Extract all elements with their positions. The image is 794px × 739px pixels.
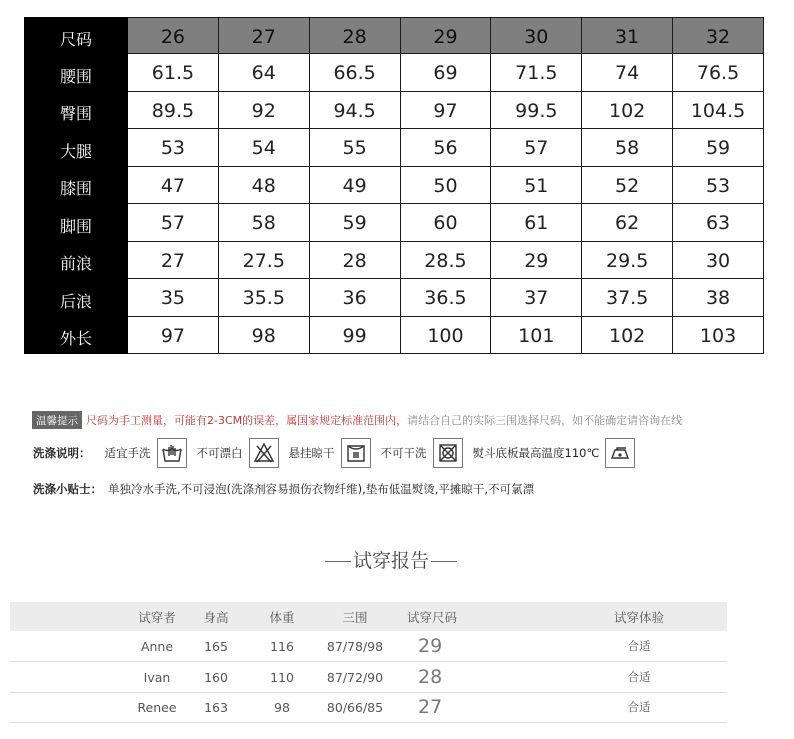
no-bleach-icon [249,438,279,468]
measure-cell: 35.5 [218,279,309,317]
row-label: 后浪 [25,279,128,317]
size-cell: 27 [218,18,309,54]
size-cell: 32 [673,18,764,54]
measure-cell: 99.5 [491,91,582,129]
measure-cell: 27.5 [218,241,309,279]
title-dash-left [325,561,351,562]
measure-cell: 30 [673,241,764,279]
wash-item-hand-wash [105,438,187,468]
tester-measurements: 87/72/90 [326,669,384,685]
size-chart-table [24,17,764,354]
measure-cell: 94.5 [309,91,400,129]
tip-badge: 温馨提示 [32,411,82,429]
table-row [10,692,727,723]
size-cell: 30 [491,18,582,54]
col-header: 试穿尺码 [406,609,457,625]
measure-cell: 54 [218,129,309,167]
measure-cell: 61 [491,204,582,242]
tip-line [32,411,732,429]
measure-cell: 104.5 [673,91,764,129]
size-cell: 26 [128,18,219,54]
measure-cell: 97 [128,316,219,354]
wash-item-label: 适宜手洗 [104,446,151,460]
measure-cell: 38 [673,279,764,317]
measure-cell: 58 [582,129,673,167]
measure-cell: 48 [218,166,309,204]
measure-row-thigh [25,129,764,167]
report-title-text: 试穿报告 [352,550,429,572]
measure-cell: 35 [128,279,219,317]
measure-cell: 89.5 [128,91,219,129]
report-title [0,546,782,573]
wash-item-label: 不可干洗 [380,446,427,460]
row-label: 外长 [25,316,128,354]
measure-cell: 55 [309,129,400,167]
measure-cell: 57 [491,129,582,167]
measure-cell: 61.5 [128,54,219,92]
col-header: 身高 [203,609,229,625]
hand-wash-icon [157,438,187,468]
measure-cell: 62 [582,204,673,242]
wash-item-hang-dry [289,438,371,468]
tester-weight: 110 [270,669,294,685]
measure-cell: 29.5 [582,241,673,279]
tester-name: Anne [140,638,174,654]
measure-cell: 97 [400,91,491,129]
wash-item-no-dry-clean [381,438,463,468]
measure-cell: 37 [491,279,582,317]
col-header: 三围 [342,609,368,625]
measure-cell: 74 [582,54,673,92]
measure-cell: 49 [309,166,400,204]
measure-cell: 28 [309,241,400,279]
measure-cell: 36.5 [400,279,491,317]
measure-row-front-rise [25,241,764,279]
wash-item-label: 熨斗底板最高温度110℃ [472,446,600,460]
wash-tips [33,481,534,497]
measure-cell: 102 [582,316,673,354]
measure-cell: 52 [582,166,673,204]
row-label: 大腿 [25,129,128,167]
hang-dry-icon [341,438,371,468]
tester-size: 27 [418,696,443,718]
tip-text-gray: 请结合自己的实际三围选择尺码，如不能确定请咨询在线 [407,414,683,427]
measure-cell: 100 [400,316,491,354]
measure-row-leg-opening [25,204,764,242]
wash-item-label: 不可漂白 [196,446,243,460]
measure-cell: 59 [673,129,764,167]
tester-height: 165 [204,638,228,654]
tester-fit: 合适 [627,670,651,684]
title-dash-right [431,561,457,562]
wash-tips-text: 单独冷水手洗,不可浸泡(洗涤剂容易损伤衣物纤维),垫布低温熨烫,平摊晾干,不可氯漂 [108,482,535,496]
measure-cell: 27 [128,241,219,279]
measure-row-back-rise [25,279,764,317]
measure-cell: 71.5 [491,54,582,92]
size-cell: 31 [582,18,673,54]
wash-tips-title: 洗涤小贴士： [33,482,102,496]
row-label: 脚围 [25,204,128,242]
measure-cell: 76.5 [673,54,764,92]
wash-item-iron [473,438,636,468]
row-label: 臀围 [25,91,128,129]
measure-cell: 29 [491,241,582,279]
measure-cell: 51 [491,166,582,204]
tester-size: 29 [418,635,443,657]
tester-measurements: 80/66/85 [326,699,384,715]
measure-cell: 98 [218,316,309,354]
measure-row-knee [25,166,764,204]
col-header: 体重 [269,609,295,625]
wash-title: 洗涤说明： [33,446,91,460]
measure-cell: 103 [673,316,764,354]
measure-cell: 50 [400,166,491,204]
tip-text-red: 尺码为手工测量，可能有2-3CM的误差，属国家规定标准范围内， [86,414,408,427]
measure-row-outseam [25,316,764,354]
measure-cell: 47 [128,166,219,204]
measure-cell: 58 [218,204,309,242]
measure-cell: 99 [309,316,400,354]
row-label: 前浪 [25,241,128,279]
iron-icon [605,438,635,468]
tester-name: Ivan [143,669,171,685]
tester-name: Renee [137,699,177,715]
measure-cell: 60 [400,204,491,242]
measure-cell: 102 [582,91,673,129]
measure-cell: 69 [400,54,491,92]
measure-row-hip [25,91,764,129]
measure-cell: 28.5 [400,241,491,279]
no-dry-clean-icon [433,438,463,468]
wash-item-label: 悬挂晾干 [288,446,335,460]
table-row [10,631,727,662]
col-header: 试穿者 [138,609,176,625]
measure-cell: 37.5 [582,279,673,317]
measure-cell: 56 [400,129,491,167]
tester-fit: 合适 [627,700,651,714]
tester-height: 160 [204,669,228,685]
report-header-row [10,602,727,631]
measure-cell: 66.5 [309,54,400,92]
measure-cell: 101 [491,316,582,354]
size-header-row [25,18,764,54]
measure-row-waist [25,54,764,92]
measure-cell: 57 [128,204,219,242]
measure-cell: 53 [128,129,219,167]
measure-cell: 92 [218,91,309,129]
size-header-label: 尺码 [25,18,128,54]
measure-cell: 64 [218,54,309,92]
tip-text [86,412,682,428]
tester-height: 163 [204,699,228,715]
measure-cell: 36 [309,279,400,317]
tester-size: 28 [418,666,443,688]
wash-item-no-bleach [197,438,279,468]
tester-fit: 合适 [627,639,651,653]
col-header: 试穿体验 [613,609,664,625]
measure-cell: 53 [673,166,764,204]
row-label: 膝围 [25,166,128,204]
size-cell: 29 [400,18,491,54]
row-label: 腰围 [25,54,128,92]
tester-weight: 98 [274,699,290,715]
trial-report-table [10,602,727,722]
measure-cell: 59 [309,204,400,242]
tester-measurements: 87/78/98 [326,638,384,654]
wash-instructions [33,438,645,468]
table-row [10,662,727,693]
size-cell: 28 [309,18,400,54]
measure-cell: 63 [673,204,764,242]
tester-weight: 116 [270,638,294,654]
